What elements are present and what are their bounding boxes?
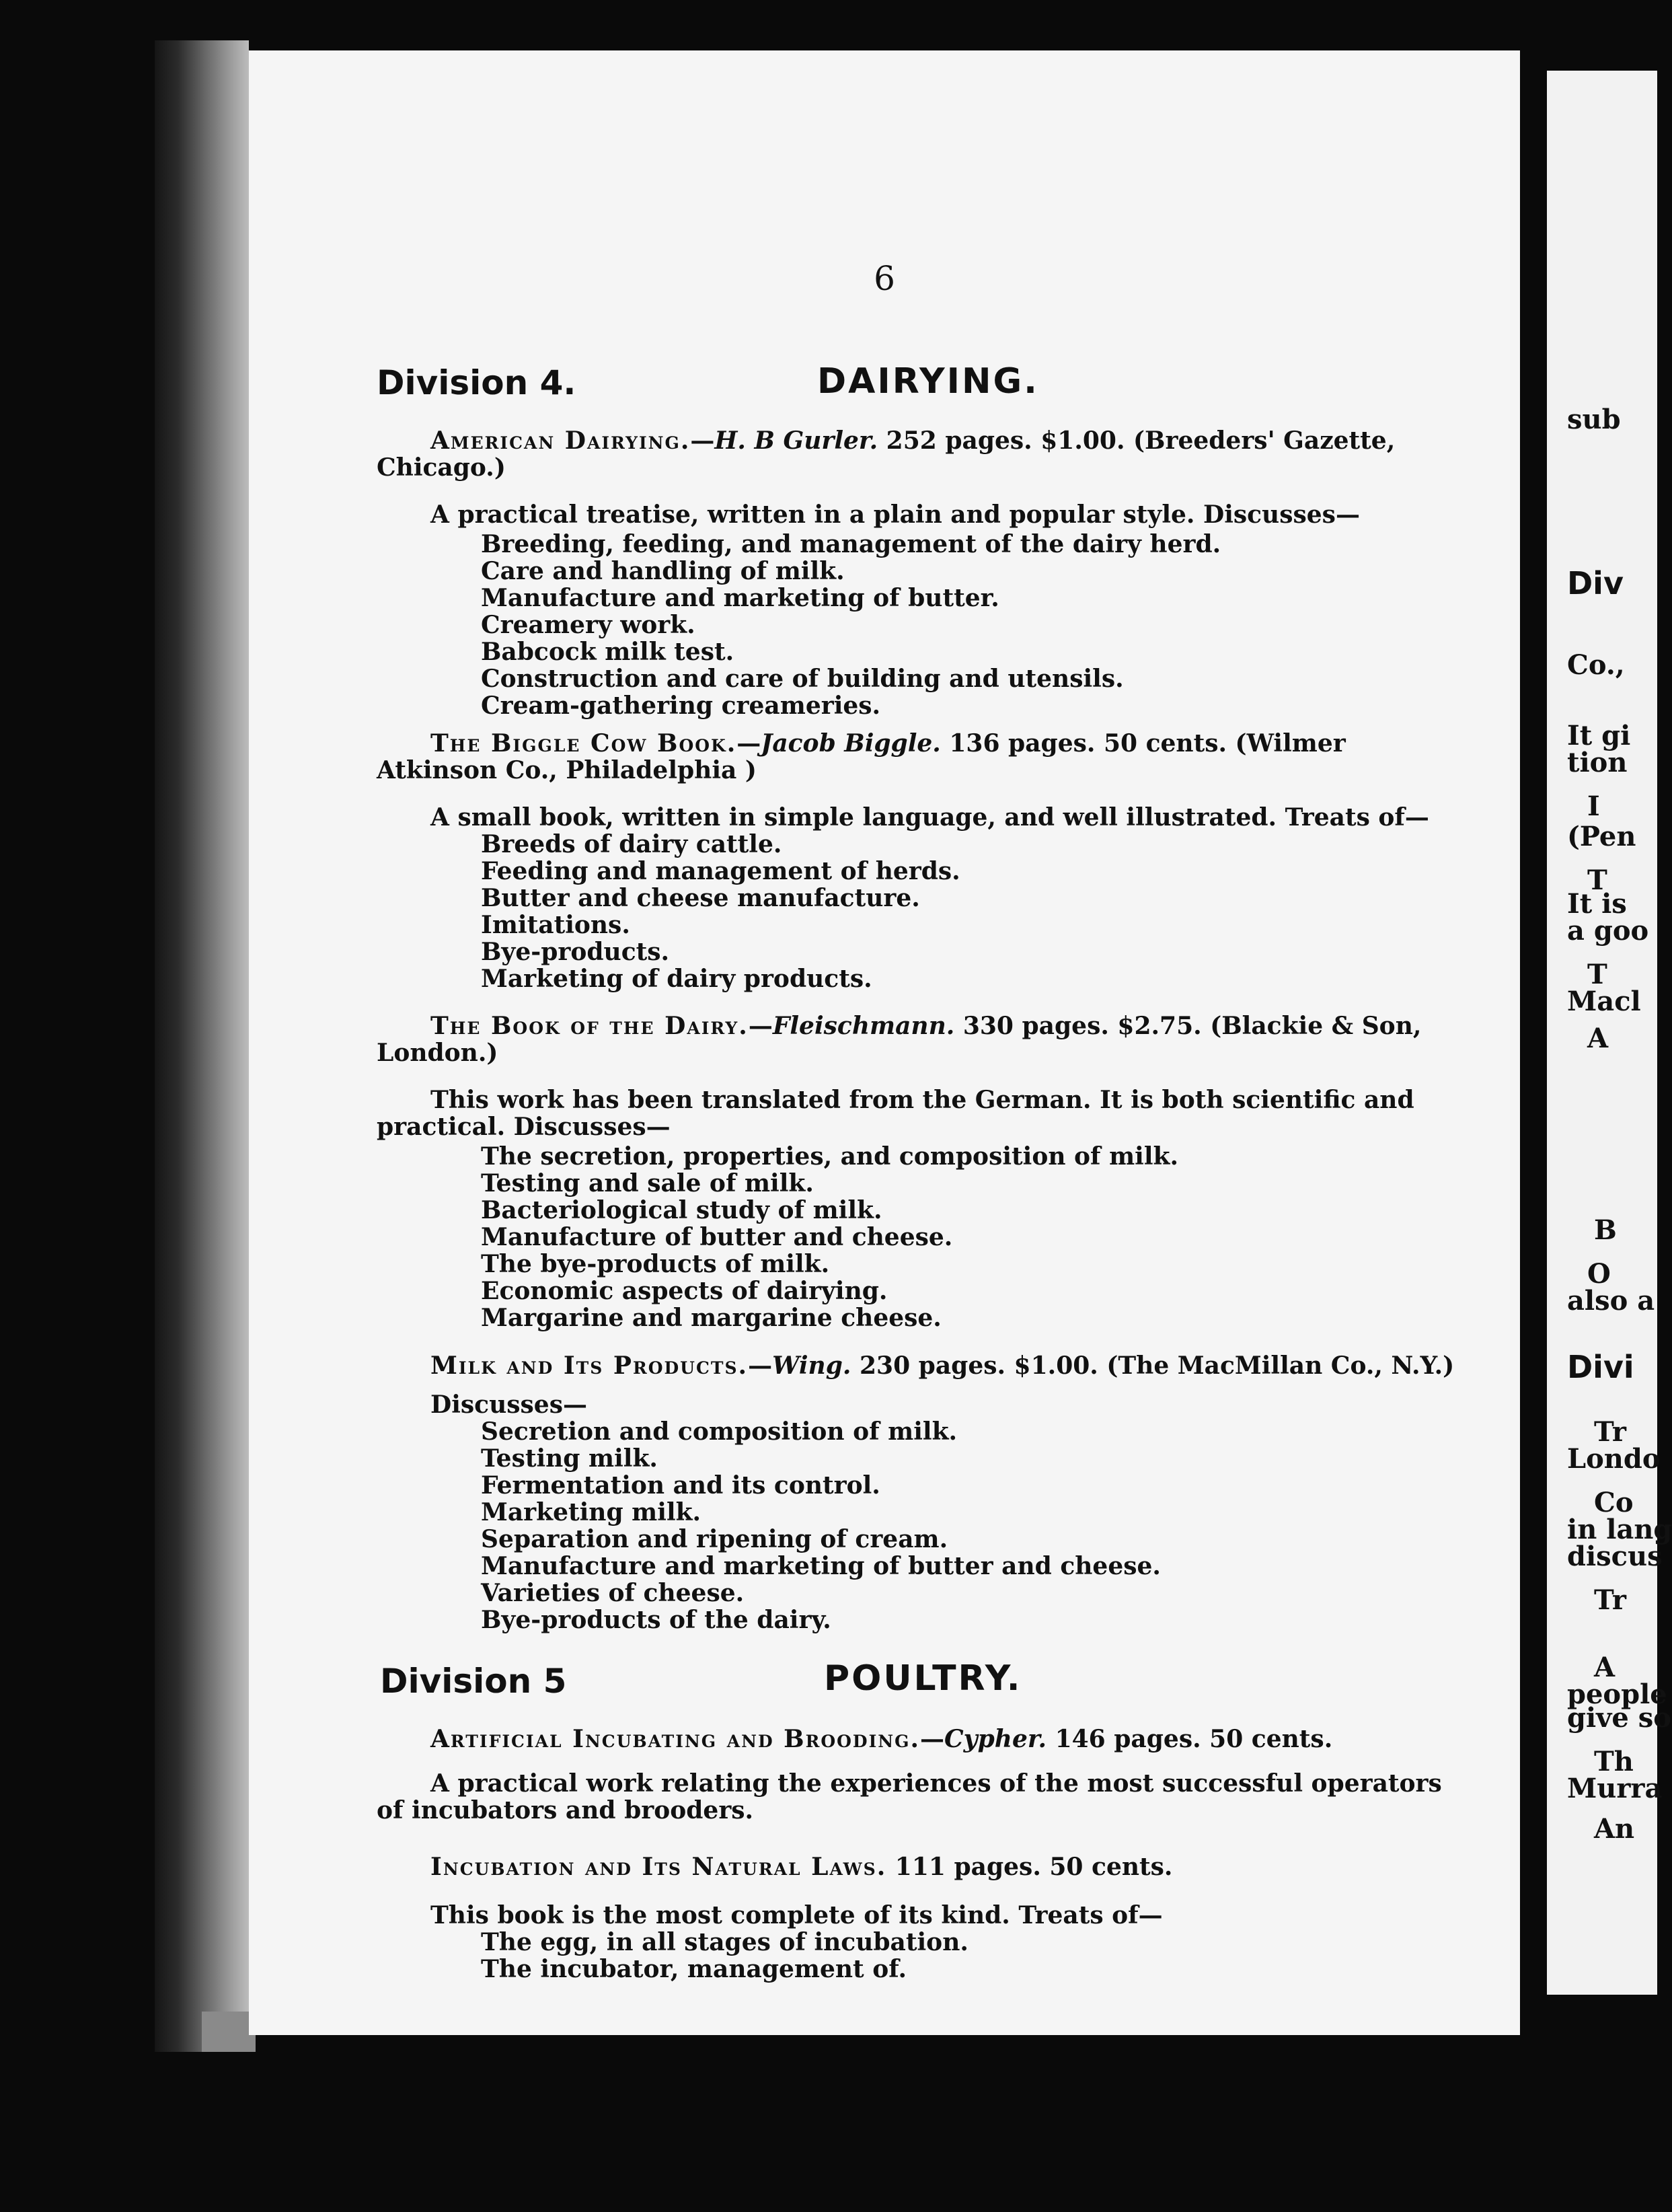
right-page-text: T — [1587, 959, 1607, 990]
right-page-text: a goo — [1567, 915, 1649, 947]
topic-item: Separation and ripening of cream. — [481, 1525, 948, 1553]
topic-list — [377, 1143, 1459, 1331]
right-page-text: It is — [1567, 888, 1627, 920]
book-author: Cypher. — [944, 1725, 1047, 1753]
right-page-text: discus — [1567, 1541, 1663, 1572]
book-title: Incubation and Its Natural Laws. — [430, 1853, 887, 1881]
book-citation: Artificial Incubating and Brooding.—Cypher. 146 pages. 50 cents. — [430, 1725, 1333, 1753]
book-citation — [377, 1853, 1459, 1880]
right-page-text: Divi — [1567, 1349, 1634, 1385]
topic-item: Fermentation and its control. — [481, 1471, 880, 1500]
topic-item: Manufacture and marketing of butter. — [481, 584, 999, 612]
right-page-text: Londo — [1567, 1443, 1661, 1475]
right-page-text: Tr — [1594, 1584, 1626, 1616]
left-page — [249, 50, 1520, 2035]
book-details: 252 pages. $1.00. (Breeders' Gazette, Chicago.) — [377, 427, 1396, 482]
right-page-text: Macl — [1567, 986, 1641, 1017]
right-page-text: sub — [1567, 404, 1621, 435]
topic-item: Care and handling of milk. — [481, 557, 845, 585]
topic-list — [377, 531, 1459, 719]
book-description: A practical treatise, written in a plain and popular style. Discusses— — [430, 501, 1360, 529]
book-description: A practical work relating the experiences of the most successful operators of incubators and brooders. — [377, 1769, 1442, 1824]
right-page-text: A — [1594, 1652, 1616, 1683]
topic-item: Creamery work. — [481, 611, 695, 639]
book-title: American Dairying. — [430, 427, 691, 455]
book-details: 136 pages. 50 cents. (Wilmer Atkinson Co., Philadelphia ) — [377, 729, 1346, 784]
book-details: 111 pages. 50 cents. — [886, 1853, 1173, 1881]
book-binding-corner — [202, 2012, 256, 2052]
book-citation: American Dairying.—H. B Gurler. 252 pages. $1.00. (Breeders' Gazette, Chicago.) — [377, 427, 1396, 482]
page-number: 6 — [874, 259, 895, 298]
book-description: This book is the most complete of its kind. Treats of— — [430, 1901, 1163, 1929]
book-details: 330 pages. $2.75. (Blackie & Son, London.) — [377, 1012, 1422, 1067]
right-page-text: A — [1587, 1023, 1609, 1054]
right-page-text: (Pen — [1567, 821, 1636, 852]
topic-item: Imitations. — [481, 911, 630, 939]
topic-list — [377, 1929, 1459, 1983]
division-5-label: Division 5 — [380, 1662, 567, 1701]
book-entry-american-dairying — [377, 427, 1459, 719]
topic-item: Bye-products. — [481, 938, 670, 966]
right-page-text: Co — [1594, 1487, 1634, 1518]
right-page-text: also a — [1567, 1285, 1655, 1317]
topic-list — [377, 1418, 1459, 1633]
topic-list — [377, 831, 1459, 992]
topic-item: Marketing milk. — [481, 1498, 701, 1526]
book-entry-artificial-incubating — [377, 1726, 1459, 1824]
topic-item: The secretion, properties, and composition of milk. — [481, 1142, 1178, 1171]
topic-item: Babcock milk test. — [481, 638, 734, 666]
right-page-text: Div — [1567, 565, 1624, 601]
division-5-title: POULTRY. — [824, 1658, 1022, 1699]
book-description: Discusses— — [430, 1391, 587, 1419]
book-citation: The Book of the Dairy.—Fleischmann. 330 pages. $2.75. (Blackie & Son, London.) — [377, 1012, 1422, 1067]
book-details: 230 pages. $1.00. (The MacMillan Co., N.Y.) — [851, 1352, 1455, 1380]
division-4-title: DAIRYING. — [817, 361, 1039, 402]
right-page-text: Co., — [1567, 649, 1625, 681]
right-page-text: Murra — [1567, 1773, 1663, 1804]
topic-item: Feeding and management of herds. — [481, 857, 960, 885]
book-author: Jacob Biggle. — [761, 729, 941, 758]
book-title: Artificial Incubating and Brooding. — [430, 1725, 921, 1753]
right-page-text: O — [1587, 1258, 1611, 1290]
topic-item: Breeding, feeding, and management of the dairy herd. — [481, 530, 1221, 558]
book-author: Wing. — [772, 1352, 851, 1380]
book-description: A small book, written in simple language, and well illustrated. Treats of— — [430, 803, 1429, 832]
topic-item: Economic aspects of dairying. — [481, 1277, 888, 1305]
book-entry-book-of-the-dairy — [377, 1012, 1459, 1331]
topic-item: The incubator, management of. — [481, 1955, 907, 1983]
right-page-text: T — [1587, 864, 1607, 896]
book-entry-milk-and-its-products — [377, 1352, 1459, 1633]
topic-item: Bye-products of the dairy. — [481, 1606, 831, 1634]
book-title: The Book of the Dairy. — [430, 1012, 749, 1040]
topic-item: Butter and cheese manufacture. — [481, 884, 920, 912]
right-page-text: B — [1594, 1214, 1617, 1246]
right-page-text: people — [1567, 1679, 1667, 1710]
book-title: Milk and Its Products. — [430, 1352, 749, 1380]
right-page-text: tion — [1567, 747, 1628, 778]
topic-item: Marketing of dairy products. — [481, 965, 872, 993]
right-page-text: in lang — [1567, 1514, 1672, 1545]
book-entry-biggle-cow-book — [377, 730, 1459, 992]
book-author: Fleischmann. — [772, 1012, 955, 1040]
right-page-text: Th — [1594, 1746, 1634, 1777]
topic-item: Breeds of dairy cattle. — [481, 830, 782, 858]
topic-item: Manufacture and marketing of butter and cheese. — [481, 1552, 1161, 1580]
book-author: H. B Gurler. — [714, 427, 878, 455]
topic-item: Varieties of cheese. — [481, 1579, 745, 1607]
topic-item: Testing milk. — [481, 1444, 658, 1473]
topic-item: The bye-products of milk. — [481, 1250, 830, 1278]
right-page-fragment — [1547, 71, 1672, 1995]
topic-item: Manufacture of butter and cheese. — [481, 1223, 953, 1251]
right-page-text: I — [1587, 790, 1600, 822]
right-page-text: Tr — [1594, 1416, 1626, 1448]
topic-item: Secretion and composition of milk. — [481, 1417, 958, 1446]
book-details: 146 pages. 50 cents. — [1047, 1725, 1333, 1753]
division-4-label: Division 4. — [377, 363, 576, 402]
topic-item: The egg, in all stages of incubation. — [481, 1928, 968, 1956]
topic-item: Bacteriological study of milk. — [481, 1196, 882, 1224]
book-binding — [155, 40, 249, 2052]
topic-item: Cream-gathering creameries. — [481, 692, 881, 720]
right-page-text: An — [1594, 1813, 1635, 1845]
topic-item: Construction and care of building and utensils. — [481, 665, 1124, 693]
book-citation: The Biggle Cow Book.—Jacob Biggle. 136 pages. 50 cents. (Wilmer Atkinson Co., Philadelphia ) — [377, 729, 1346, 784]
topic-item: Margarine and margarine cheese. — [481, 1304, 942, 1332]
book-entry-incubation-natural-laws — [377, 1853, 1459, 1983]
book-title: The Biggle Cow Book. — [430, 729, 737, 758]
topic-item: Testing and sale of milk. — [481, 1169, 814, 1197]
right-page-text: It gi — [1567, 720, 1631, 751]
right-page-text: give so — [1567, 1702, 1671, 1734]
book-description: This work has been translated from the German. It is both scientific and practical. Discusses— — [377, 1086, 1414, 1141]
book-citation: Milk and Its Products.—Wing. 230 pages. $1.00. (The MacMillan Co., N.Y.) — [430, 1352, 1455, 1380]
